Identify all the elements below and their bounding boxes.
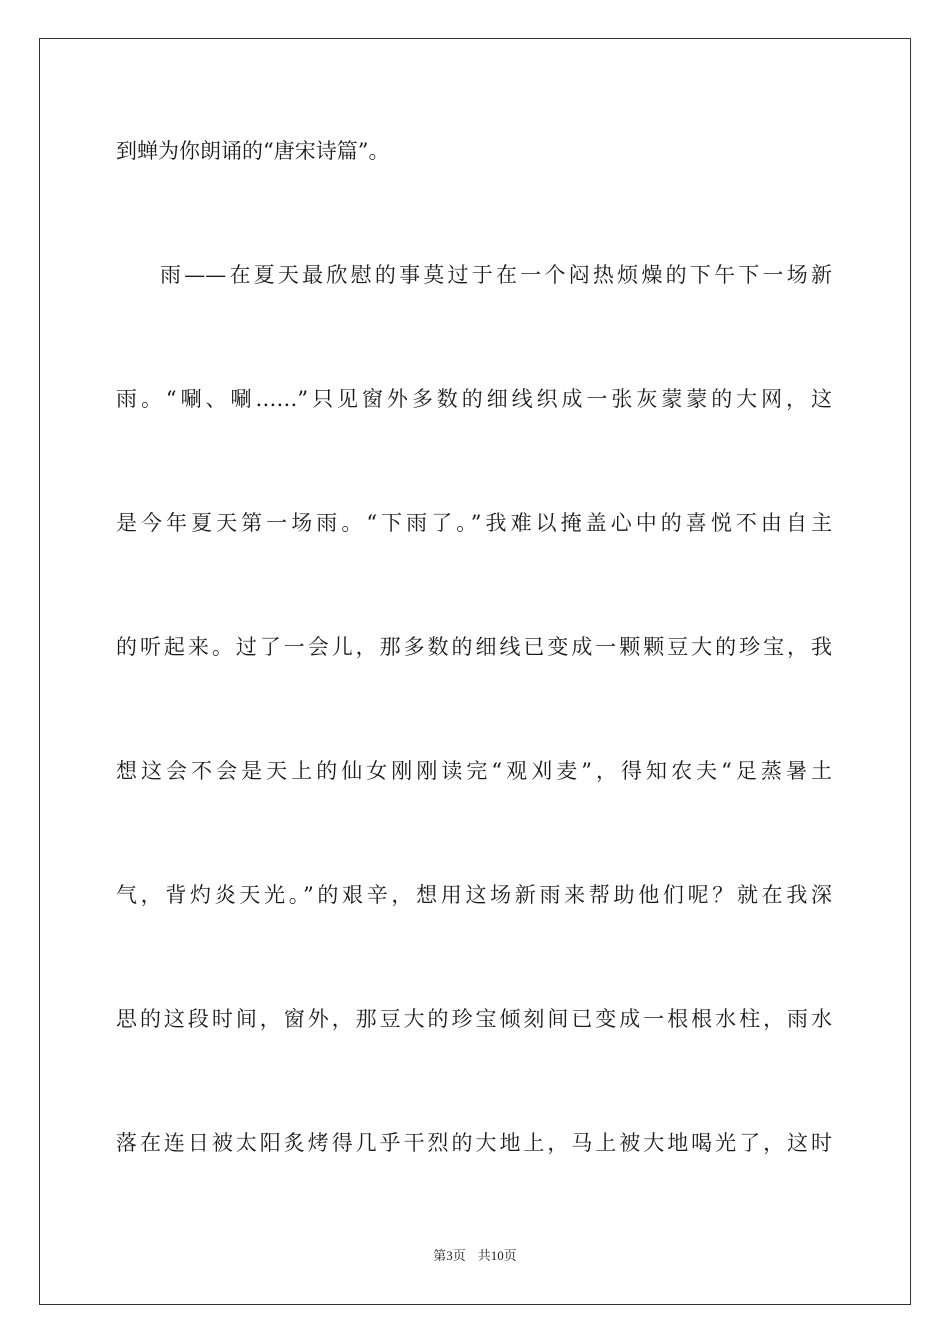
text-line-3: 雨。“唰、唰……”只见窗外多数的细线织成一张灰蒙蒙的大网，这 <box>116 387 832 411</box>
text-line-8: 思的这段时间，窗外，那豆大的珍宝倾刻间已变成一根根水柱，雨水 <box>116 1007 832 1031</box>
text-line-6: 想这会不会是天上的仙女刚刚读完“观刈麦”，得知农夫“足蒸暑土 <box>116 759 832 783</box>
page-number-total: 共10页 <box>477 1248 517 1263</box>
text-line-2: 雨——在夏天最欣慰的事莫过于在一个闷热烦燥的下午下一场新 <box>160 263 832 287</box>
text-line-5: 的听起来。过了一会儿，那多数的细线已变成一颗颗豆大的珍宝，我 <box>116 635 832 659</box>
text-line-9: 落在连日被太阳炙烤得几乎干烈的大地上，马上被大地喝光了，这时 <box>116 1131 832 1155</box>
text-line-4: 是今年夏天第一场雨。“下雨了。”我难以掩盖心中的喜悦不由自主 <box>116 511 832 535</box>
text-line-1: 到蝉为你朗诵的“唐宋诗篇”。 <box>116 139 390 163</box>
page-border <box>39 38 911 1305</box>
page-footer <box>0 1247 950 1265</box>
page-number-current: 第3页 <box>433 1248 466 1263</box>
text-line-7: 气，背灼炎天光。”的艰辛，想用这场新雨来帮助他们呢？就在我深 <box>116 883 832 907</box>
